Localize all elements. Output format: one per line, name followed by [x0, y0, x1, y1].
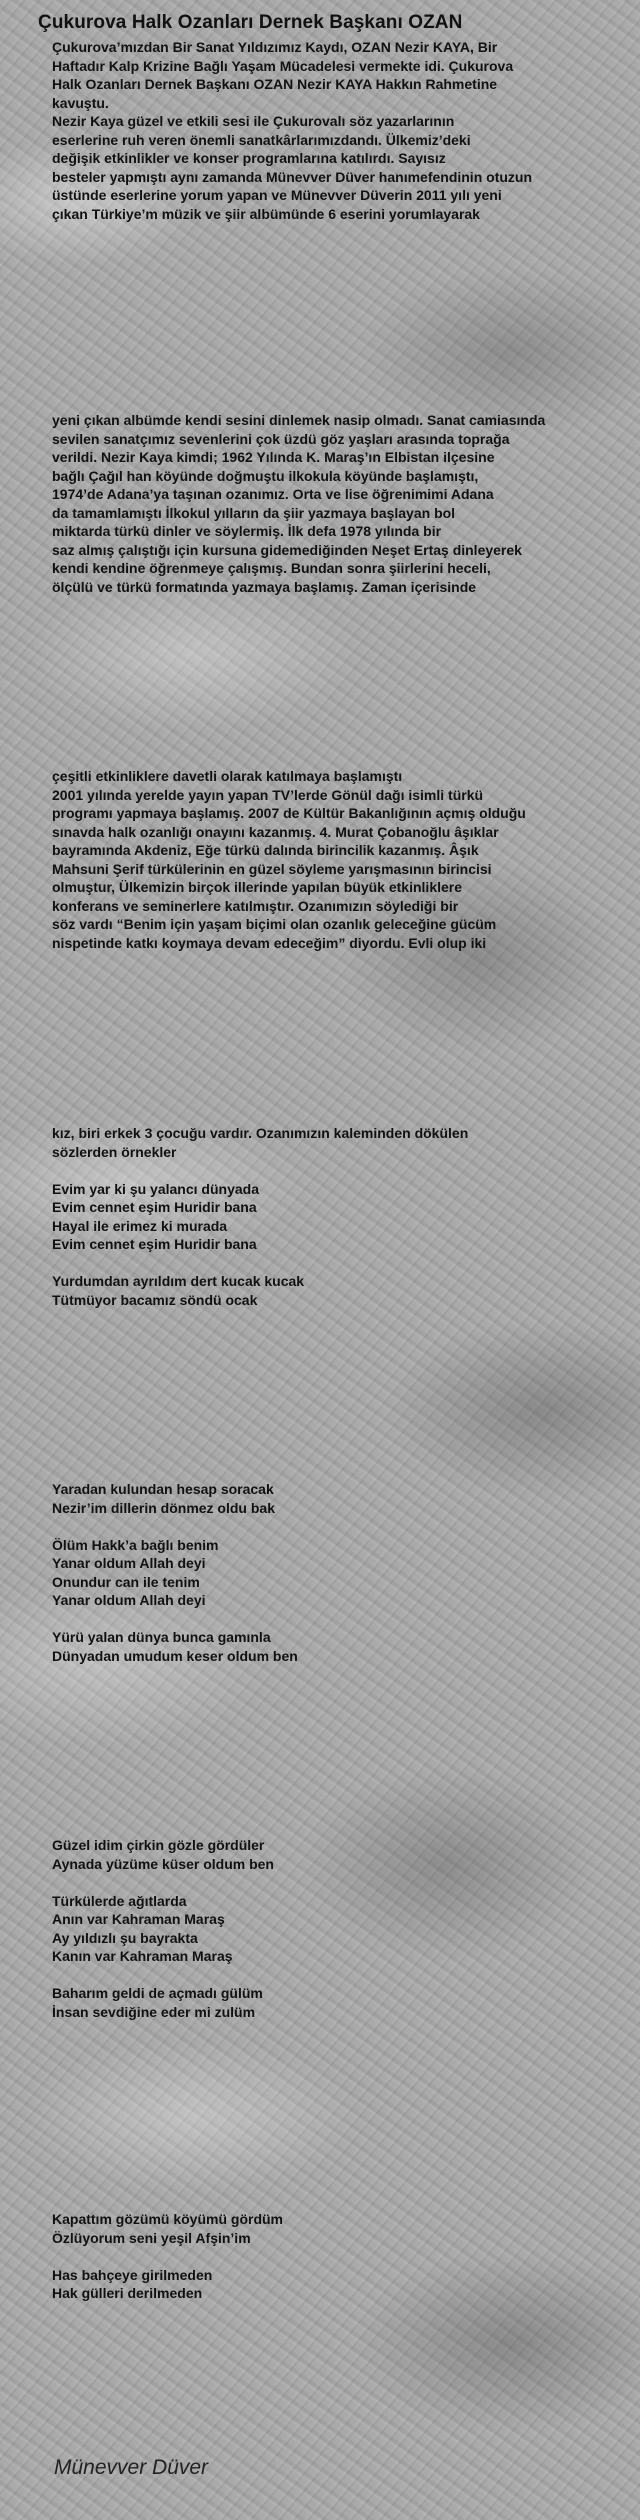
text-line: ölçülü ve türkü formatında yazmaya başlamış. Zaman içerisinde [52, 578, 477, 595]
text-line: Ölüm Hakk’a bağlı benim [52, 1536, 219, 1553]
text-line: bayramında Akdeniz, Eğe türkü dalında birincilik kazanmış. Âşık [52, 842, 479, 858]
text-line: olmuştur, Ülkemizin birçok illerinde yapılan büyük etkinliklere [52, 879, 463, 895]
text-line: Yanar oldum Allah deyi [52, 1592, 206, 1608]
text-line: saz almış çalıştığı için kursuna gidemediğinden Neşet Ertaş dinleyerek [52, 541, 522, 558]
text-line: 1974’de Adana’ya taşınan ozanımız. Orta ve lise öğrenimimi Adana [52, 486, 494, 502]
text-line: sınavda halk ozanlığı onayını kazanmış. 4. Murat Çobanoğlu âşıklar [52, 823, 499, 840]
text-line: Güzel idim çirkin gözle gördüler [52, 1837, 265, 1853]
text-line: İnsan sevdiğine eder mi zulüm [52, 2003, 256, 2020]
text-line: Kanın var Kahraman Maraş [52, 1948, 233, 1964]
text-line: yeni çıkan albümde kendi sesini dinlemek nasip olmadı. Sanat camiasında [52, 412, 546, 428]
text-line: Yaradan kulundan hesap soracak [52, 1481, 274, 1497]
text-line: Yanar oldum Allah deyi [52, 1555, 206, 1571]
text-line: Yürü yalan dünya bunca gamınla [52, 1629, 271, 1645]
text-line: verildi. Nezir Kaya kimdi; 1962 Yılında K. Maraş’ın Elbistan ilçesine [52, 449, 495, 465]
text-line: Has bahçeye girilmeden [52, 2266, 213, 2283]
text-line: Türkülerde ağıtlarda [52, 1892, 187, 1909]
text-line: çeşitli etkinliklere davetli olarak katılmaya başlamıştı [52, 768, 403, 784]
poem-title: Çukurova Halk Ozanları Dernek Başkanı OZAN [38, 12, 463, 33]
text-line: Nezir Kaya güzel ve etkili sesi ile Çukurovalı söz yazarlarının [52, 113, 455, 129]
text-line: üstünde eserlerine yorum yapan ve Münevver Düverin 2011 yılı yeni [52, 187, 502, 203]
text-line: Özlüyorum seni yeşil Afşin’im [52, 2229, 251, 2246]
author-signature: Münevver Düver [54, 2456, 209, 2479]
text-line: Haftadır Kalp Krizine Bağlı Yaşam Mücadelesi vermekte idi. Çukurova [52, 57, 514, 74]
text-line: Baharım geldi de açmadı gülüm [52, 1985, 263, 2001]
text-line: değişik etkinlikler ve konser programlarına katılırdı. Sayısız [52, 150, 446, 166]
text-line: Çukurova’mızdan Bir Sanat Yıldızımız Kaydı, OZAN Nezir KAYA, Bir [52, 39, 498, 55]
text-line: çıkan Türkiye’m müzik ve şiir albümünde 6 eserini yorumlayarak [52, 205, 480, 222]
text-line: Kapattım gözümü köyümü gördüm [52, 2211, 283, 2227]
text-line: programı yapmaya başlamış. 2007 de Kültür Bakanlığının açmış olduğu [52, 805, 526, 821]
text-line: 2001 yılında yerelde yayın yapan TV’lerde Gönül dağı isimli türkü [52, 786, 484, 803]
stanza-break [52, 2247, 626, 2266]
text-line: Evim yar ki şu yalancı dünyada [52, 1180, 259, 1197]
text-line: Evim cennet eşim Huridir bana [52, 1199, 257, 1215]
text-line: kız, biri erkek 3 çocuğu vardır. Ozanımızın kaleminden dökülen [52, 1125, 469, 1141]
text-line: konferans ve seminerlere katılmıştır. Ozanımızın söylediği bir [52, 897, 459, 914]
text-block [52, 1480, 626, 1665]
text-line: sevilen sanatçımız sevenlerini çok üzdü göz yaşları arasında toprağa [52, 430, 510, 447]
text-line: kendi kendine öğrenmeye çalışmış. Bundan sonra şiirlerini heceli, [52, 560, 491, 576]
text-line: Dünyadan umudum keser oldum ben [52, 1647, 298, 1664]
text-block [52, 411, 626, 596]
text-line: da tamamlamıştı İlkokul yılların da şiir yazmaya başlayan bol [52, 504, 456, 521]
stanza-break [52, 1161, 626, 1180]
text-line: Evim cennet eşim Huridir bana [52, 1236, 257, 1252]
text-line: Halk Ozanları Dernek Başkanı OZAN Nezir KAYA Hakkın Rahmetine [52, 76, 498, 92]
stanza-break [52, 1254, 626, 1273]
text-block [52, 767, 626, 952]
text-line: eserlerine ruh veren önemli sanatkârlarımızdandı. Ülkemiz’deki [52, 131, 471, 148]
text-block [52, 2210, 626, 2303]
text-block [52, 1124, 626, 1309]
text-line: Ay yıldızlı şu bayrakta [52, 1929, 198, 1946]
text-line: Tütmüyor bacamız söndü ocak [52, 1291, 258, 1308]
text-line: Hak gülleri derilmeden [52, 2285, 203, 2301]
text-line: bağlı Çağıl han köyünde doğmuştu ilkokula köyünde başlamıştı, [52, 467, 479, 484]
stanza-break [52, 1873, 626, 1892]
text-line: sözlerden örnekler [52, 1143, 177, 1160]
text-line: besteler yapmıştı aynı zamanda Münevver Düver hanımefendinin otuzun [52, 168, 533, 185]
text-line: Anın var Kahraman Maraş [52, 1911, 225, 1927]
text-line: Hayal ile erimez ki murada [52, 1217, 228, 1234]
text-line: Aynada yüzüme küser oldum ben [52, 1855, 274, 1872]
stanza-break [52, 1966, 626, 1985]
text-block [52, 1836, 626, 2021]
text-line: Nezir’im dillerin dönmez oldu bak [52, 1499, 275, 1516]
text-block [52, 38, 626, 223]
text-line: kavuştu. [52, 94, 109, 111]
stanza-break [52, 1610, 626, 1629]
text-line: nispetinde katkı koymaya devam edeceğim” diyordu. Evli olup iki [52, 934, 487, 951]
text-line: miktarda türkü dinler ve söylermiş. İlk defa 1978 yılında bir [52, 523, 442, 539]
text-line: Yurdumdan ayrıldım dert kucak kucak [52, 1273, 305, 1289]
text-line: Onundur can ile tenim [52, 1573, 200, 1590]
stanza-break [52, 1517, 626, 1536]
text-line: söz vardı “Benim için yaşam biçimi olan ozanlık geleceğine gücüm [52, 916, 497, 932]
text-line: Mahsuni Şerif türkülerinin en güzel söyleme yarışmasının birincisi [52, 860, 492, 877]
